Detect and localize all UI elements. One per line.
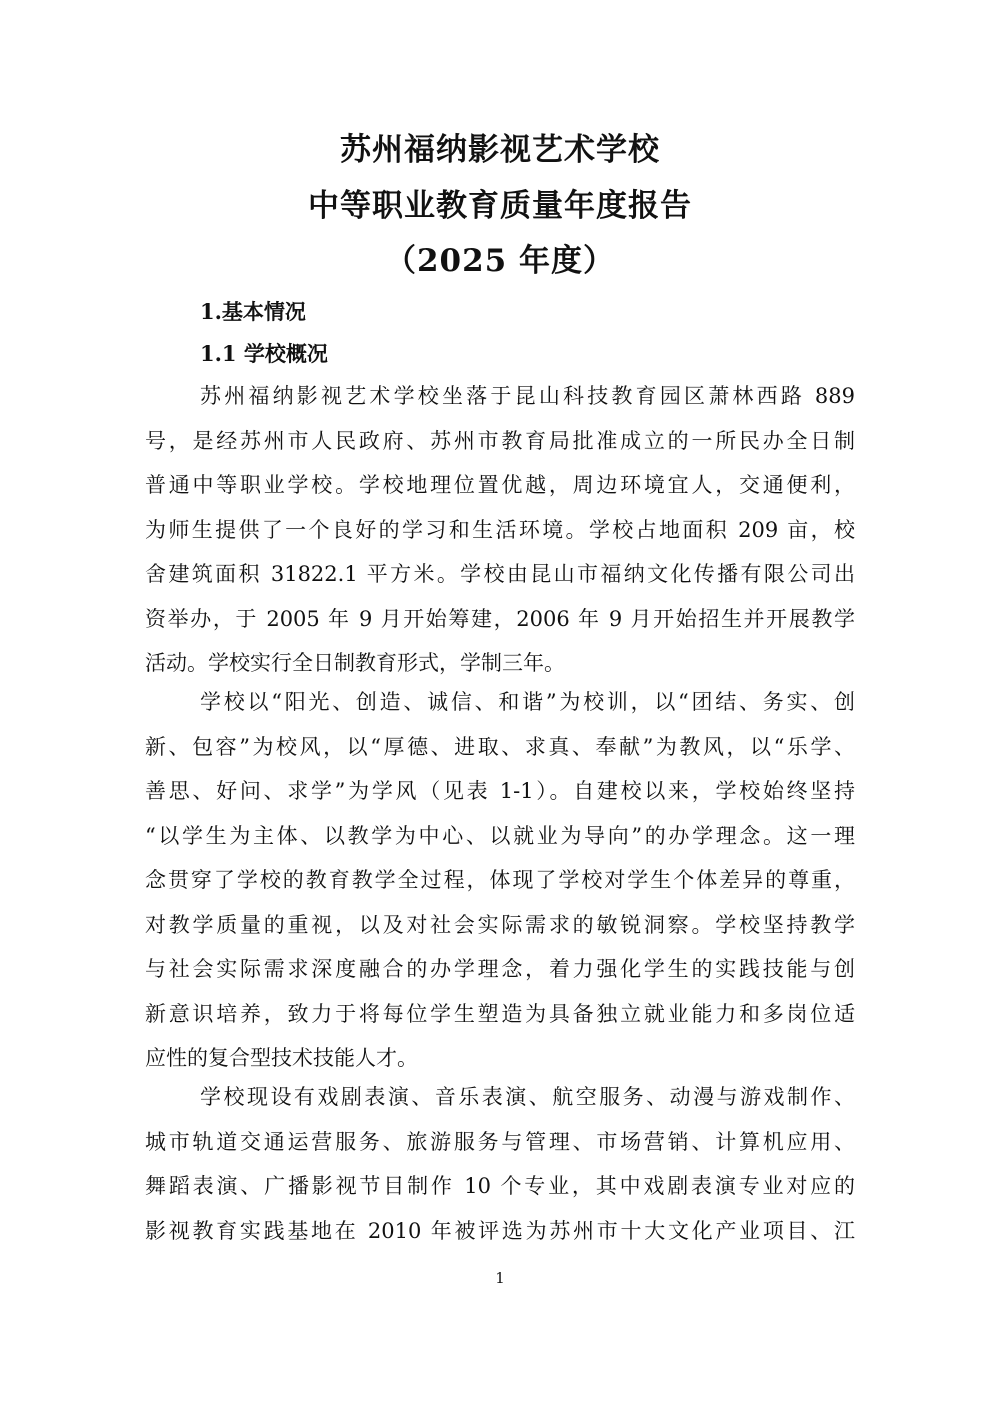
paragraph-line: 舍建筑面积 31822.1 平方米。学校由昆山市福纳文化传播有限公司出 <box>145 562 855 586</box>
paragraph-line: 为师生提供了一个良好的学习和生活环境。学校占地面积 209 亩，校 <box>145 517 855 542</box>
paragraph-line: 学校以“阳光、创造、诚信、和谐”为校训，以“团结、务实、创 <box>200 690 855 714</box>
paragraph-school-location <box>145 374 855 686</box>
paragraph-line: 舞蹈表演、广播影视节目制作 10 个专业，其中戏剧表演专业对应的 <box>145 1174 855 1198</box>
paragraph-line: 新意识培养，致力于将每位学生塑造为具备独立就业能力和多岗位适 <box>145 1001 855 1026</box>
page-number: 1 <box>495 1269 505 1287</box>
paragraph-line: 影视教育实践基地在 2010 年被评选为苏州市十大文化产业项目、江 <box>145 1218 855 1243</box>
report-year: （2025 年度） <box>384 243 616 279</box>
paragraph-line: “以学生为主体、以教学为中心、以就业为导向”的办学理念。这一理 <box>145 823 855 848</box>
paragraph-line: 城市轨道交通运营服务、旅游服务与管理、市场营销、计算机应用、 <box>145 1129 855 1154</box>
paragraph-line: 苏州福纳影视艺术学校坐落于昆山科技教育园区萧林西路 889 <box>200 384 855 408</box>
paragraph-line: 念贯穿了学校的教育教学全过程，体现了学校对学生个体差异的尊重， <box>145 868 855 892</box>
report-title: 中等职业教育质量年度报告 <box>308 188 692 224</box>
section-heading-basic-info: 1.基本情况 <box>200 299 306 324</box>
paragraph-line: 学校现设有戏剧表演、音乐表演、航空服务、动漫与游戏制作、 <box>200 1085 855 1109</box>
paragraph-majors <box>145 1075 855 1253</box>
subsection-heading-school-overview: 1.1 学校概况 <box>200 341 328 366</box>
paragraph-line: 应性的复合型技术技能人才。 <box>145 1046 418 1070</box>
school-name-title: 苏州福纳影视艺术学校 <box>340 132 660 168</box>
paragraph-school-motto <box>145 680 855 1081</box>
paragraph-line: 普通中等职业学校。学校地理位置优越，周边环境宜人，交通便利， <box>145 473 855 497</box>
paragraph-line: 资举办，于 2005 年 9 月开始筹建，2006 年 9 月开始招生并开展教学 <box>145 606 855 631</box>
paragraph-line: 善思、好问、求学”为学风（见表 1-1）。自建校以来，学校始终坚持 <box>145 779 855 803</box>
paragraph-line: 号，是经苏州市人民政府、苏州市教育局批准成立的一所民办全日制 <box>145 428 855 453</box>
paragraph-line: 对教学质量的重视，以及对社会实际需求的敏锐洞察。学校坚持教学 <box>145 912 855 937</box>
paragraph-line: 活动。学校实行全日制教育形式，学制三年。 <box>145 651 565 675</box>
paragraph-line: 新、包容”为校风，以“厚德、进取、求真、奉献”为教风，以“乐学、 <box>145 734 855 759</box>
paragraph-line: 与社会实际需求深度融合的办学理念，着力强化学生的实践技能与创 <box>145 957 855 981</box>
